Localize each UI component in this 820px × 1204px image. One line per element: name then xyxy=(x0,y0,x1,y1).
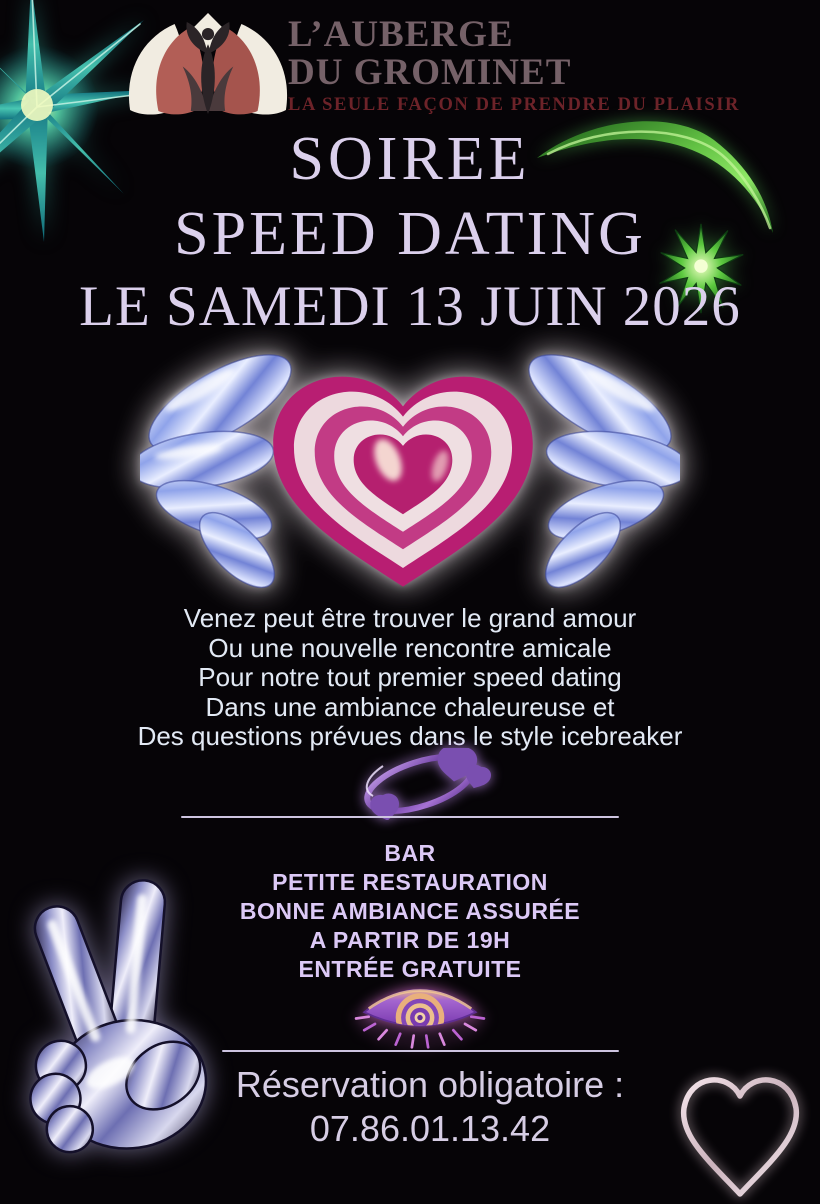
details-line: BAR xyxy=(384,840,436,866)
intro-line: Ou une nouvelle rencontre amicale xyxy=(208,632,612,663)
details-line: ENTRÉE GRATUITE xyxy=(298,956,522,982)
intro-line: Des questions prévues dans le style icebreaker xyxy=(137,721,683,751)
lotus-logo xyxy=(122,10,294,128)
intro-line: Pour notre tout premier speed dating xyxy=(198,662,622,692)
title-line-3: LE SAMEDI 13 JUIN 2026 xyxy=(79,275,741,338)
intro-line: Venez peut être trouver le grand amour xyxy=(183,603,637,633)
header-brand xyxy=(288,16,740,116)
brand-line-2: DU GROMINET xyxy=(288,52,572,93)
reservation-label: Réservation obligatoire : xyxy=(235,1064,625,1105)
winged-heart-icon xyxy=(140,348,680,603)
title-line-1: SOIREE xyxy=(289,125,531,193)
title-line-2: SPEED DATING xyxy=(174,200,646,268)
eye-icon xyxy=(345,978,495,1050)
brand-line-1: L’AUBERGE xyxy=(288,14,514,55)
reservation-phone: 07.86.01.13.42 xyxy=(309,1108,551,1149)
details-line: BONNE AMBIANCE ASSURÉE xyxy=(239,898,581,924)
intro-line: Dans une ambiance chaleureuse et xyxy=(205,691,615,722)
brand-tagline: LA SEULE FAÇON DE PRENDRE DU PLAISIR xyxy=(288,95,740,115)
heart-outline-icon xyxy=(670,1064,810,1204)
intro-paragraph xyxy=(0,604,820,752)
divider-top xyxy=(181,816,619,818)
heart-ring-icon xyxy=(345,748,495,820)
details-line: PETITE RESTAURATION xyxy=(272,869,548,895)
details-line: A PARTIR DE 19H xyxy=(309,927,511,953)
divider-bottom xyxy=(222,1050,619,1052)
